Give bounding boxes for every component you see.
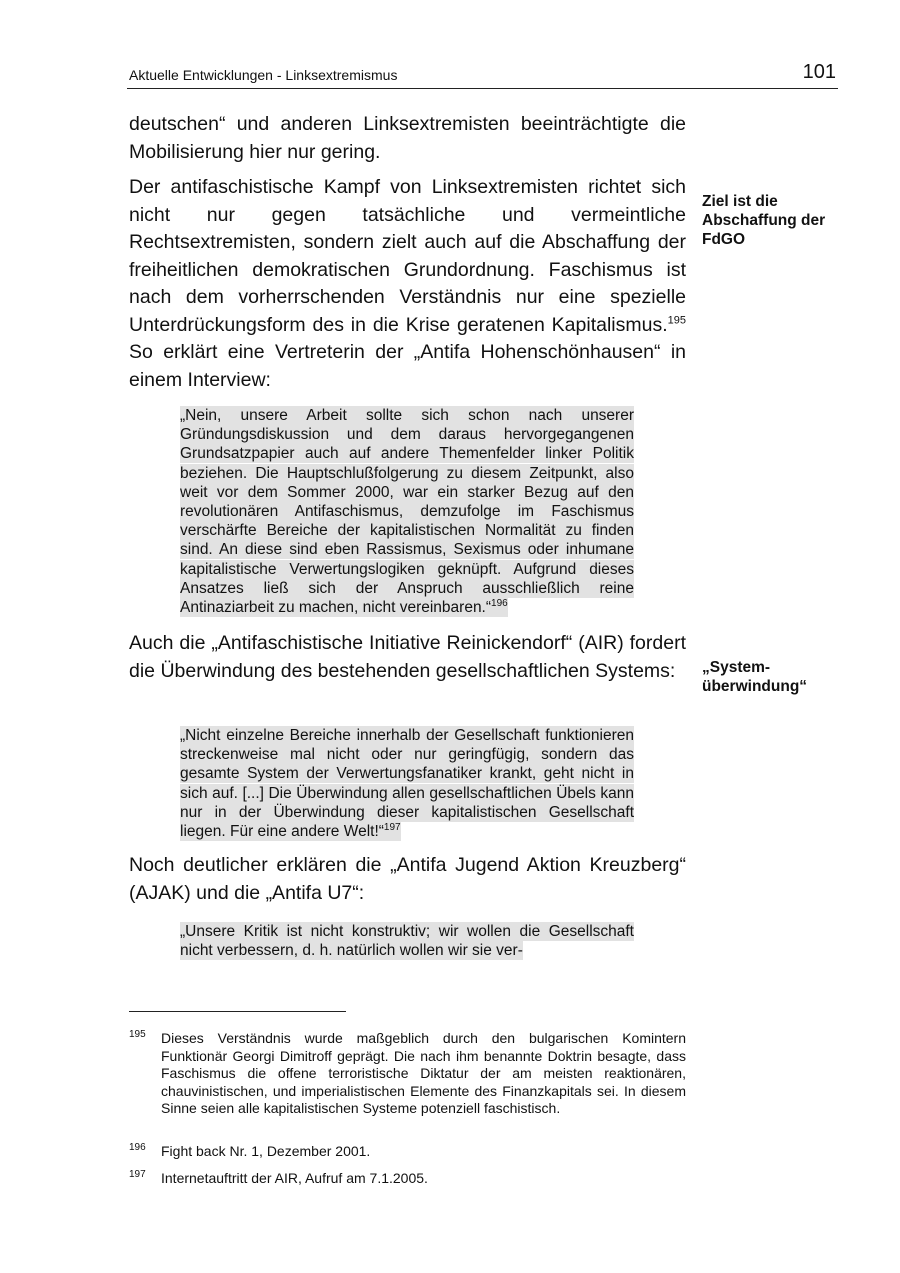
paragraph-1: deutschen“ und anderen Linksextremisten beeinträchtigte die Mobilisierung hier nur gering. [129,113,686,163]
page-number: 101 [802,61,836,83]
footnote-number: 197 [129,1169,146,1180]
footnote-ref-196[interactable]: 196 [491,597,508,609]
running-title: Aktuelle Entwicklungen - Linksextremismus [129,67,398,83]
paragraph-4: Noch deutlicher erklären die „Antifa Jugend Aktion Kreuzberg“ (AJAK) und die „Antifa U7“: [129,854,686,904]
footnote-ref-195[interactable]: 195 [667,314,686,326]
margin-note-systemueberwindung: „System-überwindung“ [702,659,808,695]
quote-2-text: „Nicht einzelne Bereiche innerhalb der Gesellschaft funktionieren streckenweise mal nicht oder nur geringfügig, sondern das gesamte System der Verwertungsfanatiker krankt, geht nicht in sich auf. [...] Die Überwindung allen gesellschaftlichen Übels kann nur in der Überwindung dieser kapitalistischen Gesellschaft liegen. Für eine andere Welt!“ [180,727,634,841]
block-quote-2 [180,726,634,841]
quote-1-text: „Nein, unsere Arbeit sollte sich schon nach unserer Gründungsdiskussion und dem daraus hervorgegangenen Grundsatzpapier auch auf andere Themenfelder linker Politik beziehen. Die Hauptschlußfolgerung zu diesem Zeitpunkt, also weit vor dem Sommer 2000, war ein starker Bezug auf den revolutionären Antifaschismus, demzufolge im Faschismus verschärfte Bereiche der kapitalistischen Normalität zu finden sind. An diese sind eben Rassismus, Sexismus oder inhumane kapitalistische Verwertungslogiken geknüpft. Aufgrund dieses Ansatzes ließ sich der Anspruch ausschließlich reine Antinaziarbeit zu machen, nicht vereinbaren.“ [180,407,634,617]
page-header [127,60,838,89]
block-quote-3 [180,922,634,960]
footnote-text: Dieses Verständnis wurde maßgeblich durch den bulgarischen Komintern Funktionär Georgi Dimitroff geprägt. Die nach ihm benannte Doktrin besagte, dass Faschismus die offene terroristische Diktatur der am meisten reaktionären, chauvinistischen, und imperialistischen Elemente des Finanzkapitals sei. In diesem Sinne seien alle kapitalistischen Systeme potenziell faschistisch. [161,1030,686,1116]
margin-note-fdgo: Ziel ist die Abschaffung der FdGO [702,193,826,248]
footnote-separator [129,1011,346,1012]
footnote-197 [129,1170,686,1188]
footnote-195 [129,1030,686,1118]
paragraph-2-text: Der antifaschistische Kampf von Linksextremisten richtet sich nicht nur gegen tatsächliche und vermeintliche Rechtsextremisten, sondern zielt auch auf die Abschaffung der freiheitlichen demokratischen Grundordnung. Faschismus ist nach dem vorherrschenden Verständnis nur eine spezielle Unterdrückungsform des in die Krise geratenen Kapitalismus. [129,176,686,336]
footnote-text: Fight back Nr. 1, Dezember 2001. [161,1143,371,1159]
block-quote-1 [180,406,634,617]
paragraph-2 [129,174,686,394]
paragraph-2-tail: So erklärt eine Vertreterin der „Antifa Hohenschönhausen“ in einem Interview: [129,341,686,391]
footnote-number: 195 [129,1029,146,1040]
paragraph-3: Auch die „Antifaschistische Initiative Reinickendorf“ (AIR) fordert die Überwindung des bestehenden gesellschaftlichen Systems: [129,632,686,682]
footnote-number: 196 [129,1142,146,1153]
footnote-text: Internetauftritt der AIR, Aufruf am 7.1.2005. [161,1170,428,1186]
quote-3-text: „Unsere Kritik ist nicht konstruktiv; wir wollen die Gesellschaft nicht verbessern, d. h. natürlich wollen wir sie ver- [180,923,634,960]
footnote-196 [129,1143,686,1161]
footnote-ref-197[interactable]: 197 [383,821,401,833]
